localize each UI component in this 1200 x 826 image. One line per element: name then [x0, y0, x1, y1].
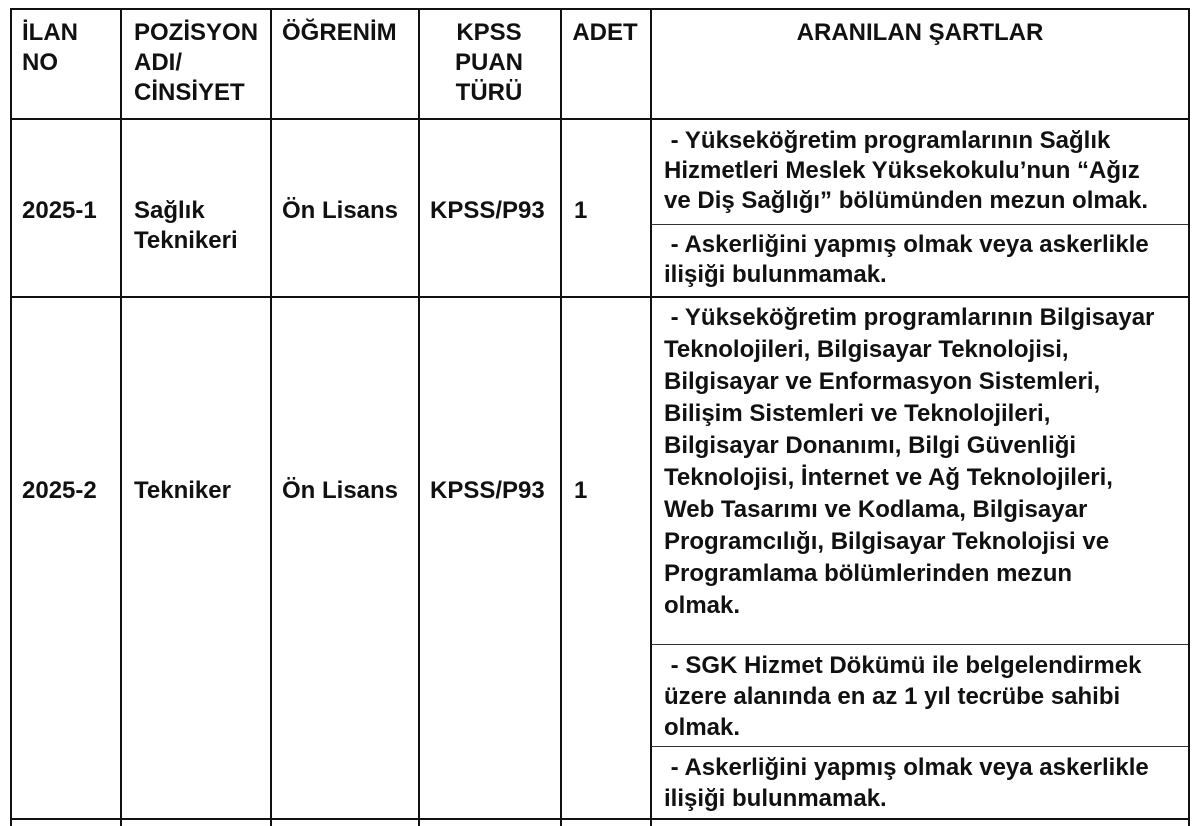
- row2-pozisyon: Tekniker: [134, 477, 231, 504]
- row2-adet: 1: [574, 477, 588, 504]
- row2-requirement-3: - Askerliğini yapmış olmak veya askerlikle ilişiği bulunmamak.: [664, 754, 1149, 812]
- row1-adet: 1: [574, 197, 588, 224]
- row1-kpss: KPSS/P93: [430, 197, 545, 224]
- row2-requirement-2: - SGK Hizmet Dökümü ile belgelendirmek üzere alanında en az 1 yıl tecrübe sahibi olmak.: [664, 652, 1142, 741]
- header-bottom-border: [10, 118, 1190, 120]
- col-border-right: [1188, 8, 1190, 826]
- header-ilan-no: İLAN NO: [22, 19, 78, 76]
- row2-bottom-border: [10, 818, 1190, 820]
- row2-ogrenim: Ön Lisans: [282, 477, 399, 504]
- row2-req-separator-2: [651, 746, 1188, 747]
- header-adet: ADET: [572, 19, 638, 46]
- table-top-border: [10, 8, 1190, 10]
- col-border-4: [560, 8, 562, 826]
- row2-ilan-no: 2025-2: [22, 477, 97, 504]
- row2-requirement-1: - Yükseköğretim programlarının Bilgisayar Teknolojileri, Bilgisayar Teknolojisi, Bilgisayar ve Enformasyon Sistemleri, Bilişim Sistemleri ve Teknolojileri, Bilgisayar Donanımı, Bilgi Güvenliği Teknolojisi, İnternet ve Ağ Teknolojileri, Web Tasarımı ve Kodlama, Bilgisayar Programcılığı, Bilgisayar Teknolojisi ve Programlama bölümlerinden mezun olmak.: [664, 304, 1155, 619]
- col-border-5: [650, 8, 652, 826]
- header-sartlar: ARANILAN ŞARTLAR: [796, 19, 1044, 46]
- row1-ilan-no: 2025-1: [22, 197, 97, 224]
- col-border-left: [10, 8, 12, 826]
- header-kpss: KPSS PUAN TÜRÜ: [454, 19, 523, 106]
- row2-kpss: KPSS/P93: [430, 477, 545, 504]
- row1-requirement-2: - Askerliğini yapmış olmak veya askerlikle ilişiği bulunmamak.: [664, 231, 1149, 288]
- row1-bottom-border: [10, 296, 1190, 298]
- header-ogrenim: ÖĞRENİM: [282, 19, 397, 46]
- row1-ogrenim: Ön Lisans: [282, 197, 399, 224]
- row1-pozisyon: Sağlık Teknikeri: [134, 197, 238, 254]
- col-border-3: [418, 8, 420, 826]
- row2-req-separator-1: [651, 644, 1188, 645]
- col-border-2: [270, 8, 272, 826]
- header-pozisyon: POZİSYON ADI/ CİNSİYET: [134, 19, 259, 106]
- col-border-1: [120, 8, 122, 826]
- row1-req-separator: [651, 224, 1188, 225]
- row1-requirement-1: - Yükseköğretim programlarının Sağlık Hizmetleri Meslek Yüksekokulu’nun “Ağız ve Diş Sağlığı” bölümünden mezun olmak.: [664, 127, 1149, 214]
